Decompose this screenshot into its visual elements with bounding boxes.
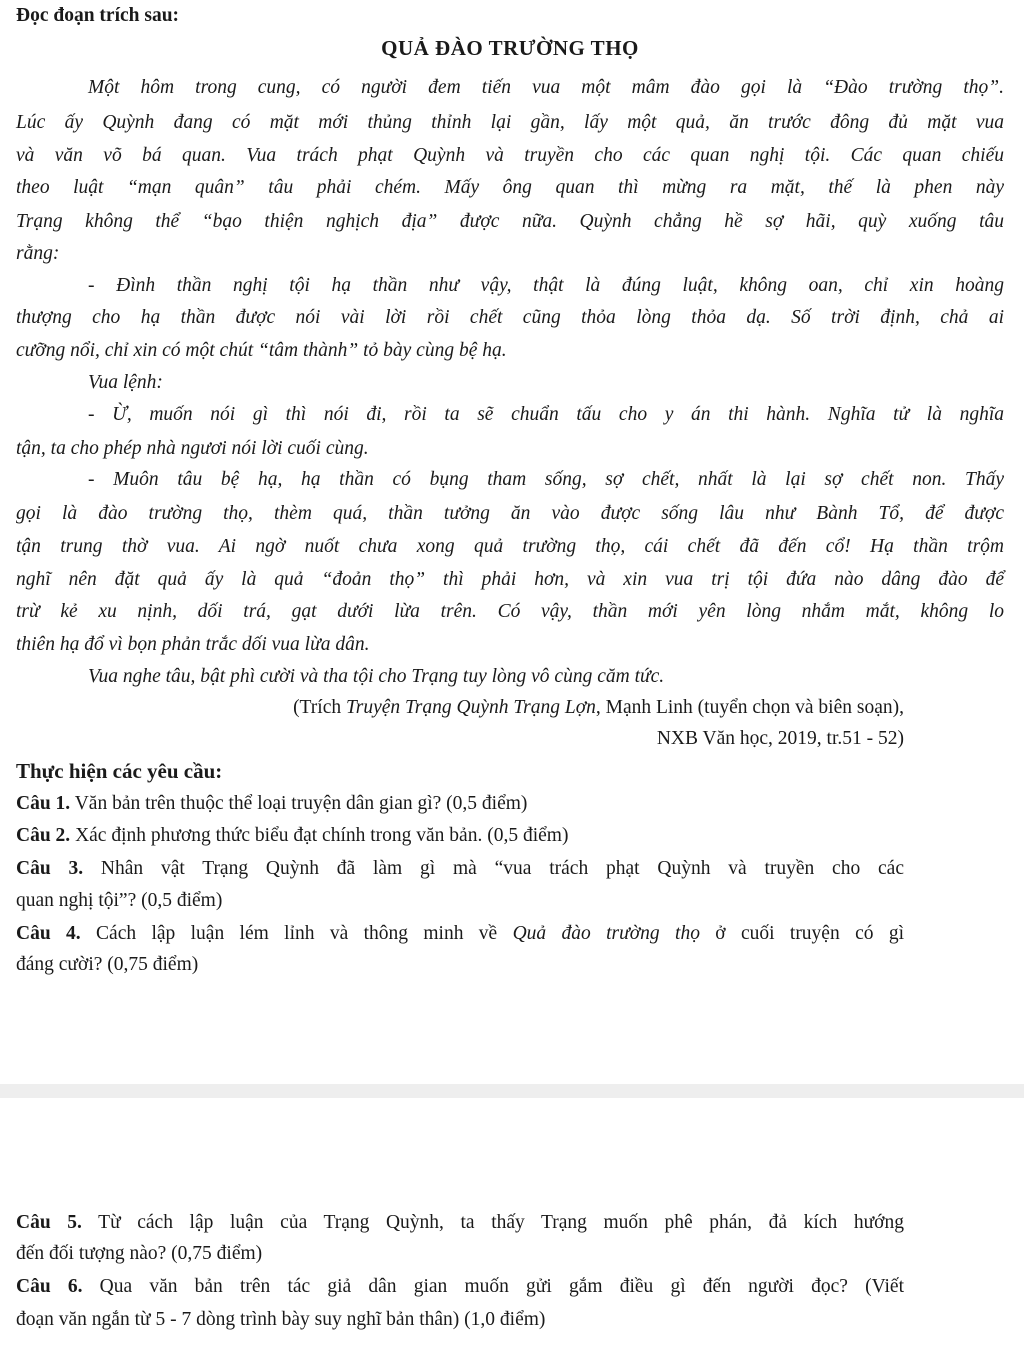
passage-line: nghĩ nên đặt quả ấy là quả “đoản thọ” thì phải hơn, và xin vua trị tội đứa nào dâng đào để	[16, 569, 1004, 590]
tasks-heading: Thực hiện các yêu cầu:	[16, 759, 223, 783]
intro-heading: Đọc đoạn trích sau:	[16, 5, 180, 26]
passage-line: theo luật “mạn quân” tâu phải chém. Mấy ông quan thì mừng ra mặt, thế là phen này	[16, 177, 1004, 198]
passage-line: Vua nghe tâu, bật phì cười và tha tội cho Trạng tuy lòng vô cùng căm tức.	[88, 666, 665, 687]
passage-line: Trạng không thể “bạo thiện nghịch địa” được nữa. Quỳnh chẳng hề sợ hãi, quỳ xuống tâu	[16, 211, 1004, 232]
question-6: Câu 6. Qua văn bản trên tác giả dân gian muốn gửi gắm điều gì đến người đọc? (Viết	[16, 1276, 904, 1297]
page-break	[0, 1084, 1024, 1098]
passage-line: Lúc ấy Quỳnh đang có mặt mới thủng thỉnh lại gần, lấy một quả, ăn trước đông đủ mặt vua	[16, 112, 1004, 133]
question-6-cont: đoạn văn ngắn từ 5 - 7 dòng trình bày suy nghĩ bản thân) (1,0 điểm)	[16, 1309, 546, 1330]
passage-line: Vua lệnh:	[88, 372, 163, 393]
question-5-cont: đến đối tượng nào? (0,75 điểm)	[16, 1243, 263, 1264]
passage-line: thiên hạ đổ vì bọn phản trắc dối vua lừa dân.	[16, 634, 370, 655]
passage-line: trừ kẻ xu nịnh, dối trá, gạt dưới lừa trên. Có vậy, thần mới yên lòng nhắm mắt, không lo	[16, 601, 1004, 622]
passage-line: Một hôm trong cung, có người đem tiến vua một mâm đào gọi là “Đào trường thọ”.	[88, 77, 1004, 98]
passage-line: tận, ta cho phép nhà ngươi nói lời cuối cùng.	[16, 438, 369, 459]
question-2: Câu 2. Xác định phương thức biểu đạt chính trong văn bản. (0,5 điểm)	[16, 825, 569, 846]
citation-line-2: NXB Văn học, 2019, tr.51 - 52)	[656, 728, 904, 749]
passage-line: rằng:	[16, 243, 60, 264]
question-3-cont: quan nghị tội”? (0,5 điểm)	[16, 890, 223, 911]
citation-line-1: (Trích Truyện Trạng Quỳnh Trạng Lợn, Mạnh Linh (tuyển chọn và biên soạn),	[293, 697, 904, 718]
passage-line: - Đình thần nghị tội hạ thần như vậy, thật là đúng luật, không oan, chỉ xin hoàng	[88, 275, 1004, 296]
passage-line: thượng cho hạ thần được nói vài lời rồi chết cũng thỏa lòng thỏa dạ. Số trời định, chả ai	[16, 307, 1004, 328]
question-3: Câu 3. Nhân vật Trạng Quỳnh đã làm gì mà “vua trách phạt Quỳnh và truyền cho các	[16, 858, 904, 879]
passage-line: tận trung thờ vua. Ai ngờ nuốt chưa xong quả trường thọ, cái chết đã đến cổ! Hạ thần trộm	[16, 536, 1004, 557]
passage-title: QUẢ ĐÀO TRƯỜNG THỌ	[381, 36, 639, 60]
question-4-cont: đáng cười? (0,75 điểm)	[16, 954, 199, 975]
question-5: Câu 5. Từ cách lập luận của Trạng Quỳnh, ta thấy Trạng muốn phê phán, đả kích hướng	[16, 1212, 904, 1233]
passage-line: - Muôn tâu bệ hạ, hạ thần có bụng tham sống, sợ chết, nhất là lại sợ chết non. Thấy	[88, 469, 1004, 490]
passage-line: - Ừ, muốn nói gì thì nói đi, rồi ta sẽ chuẩn tấu cho y án thi hành. Nghĩa tử là nghĩa	[88, 404, 1004, 425]
question-1: Câu 1. Văn bản trên thuộc thể loại truyện dân gian gì? (0,5 điểm)	[16, 793, 528, 814]
passage-line: cưỡng nổi, chỉ xin có một chút “tâm thành” tỏ bày cùng bệ hạ.	[16, 340, 507, 361]
passage-line: gọi là đào trường thọ, thèm quá, thần tưởng ăn vào được sống lâu như Bành Tổ, để được	[16, 503, 1004, 524]
question-4: Câu 4. Cách lập luận lém lỉnh và thông minh về Quả đào trường thọ ở cuối truyện có gì	[16, 923, 904, 944]
citation-book-title: Truyện Trạng Quỳnh Trạng Lợn	[345, 697, 596, 718]
passage-line: và văn võ bá quan. Vua trách phạt Quỳnh và truyền cho các quan nghị tội. Các quan chiếu	[16, 145, 1004, 166]
